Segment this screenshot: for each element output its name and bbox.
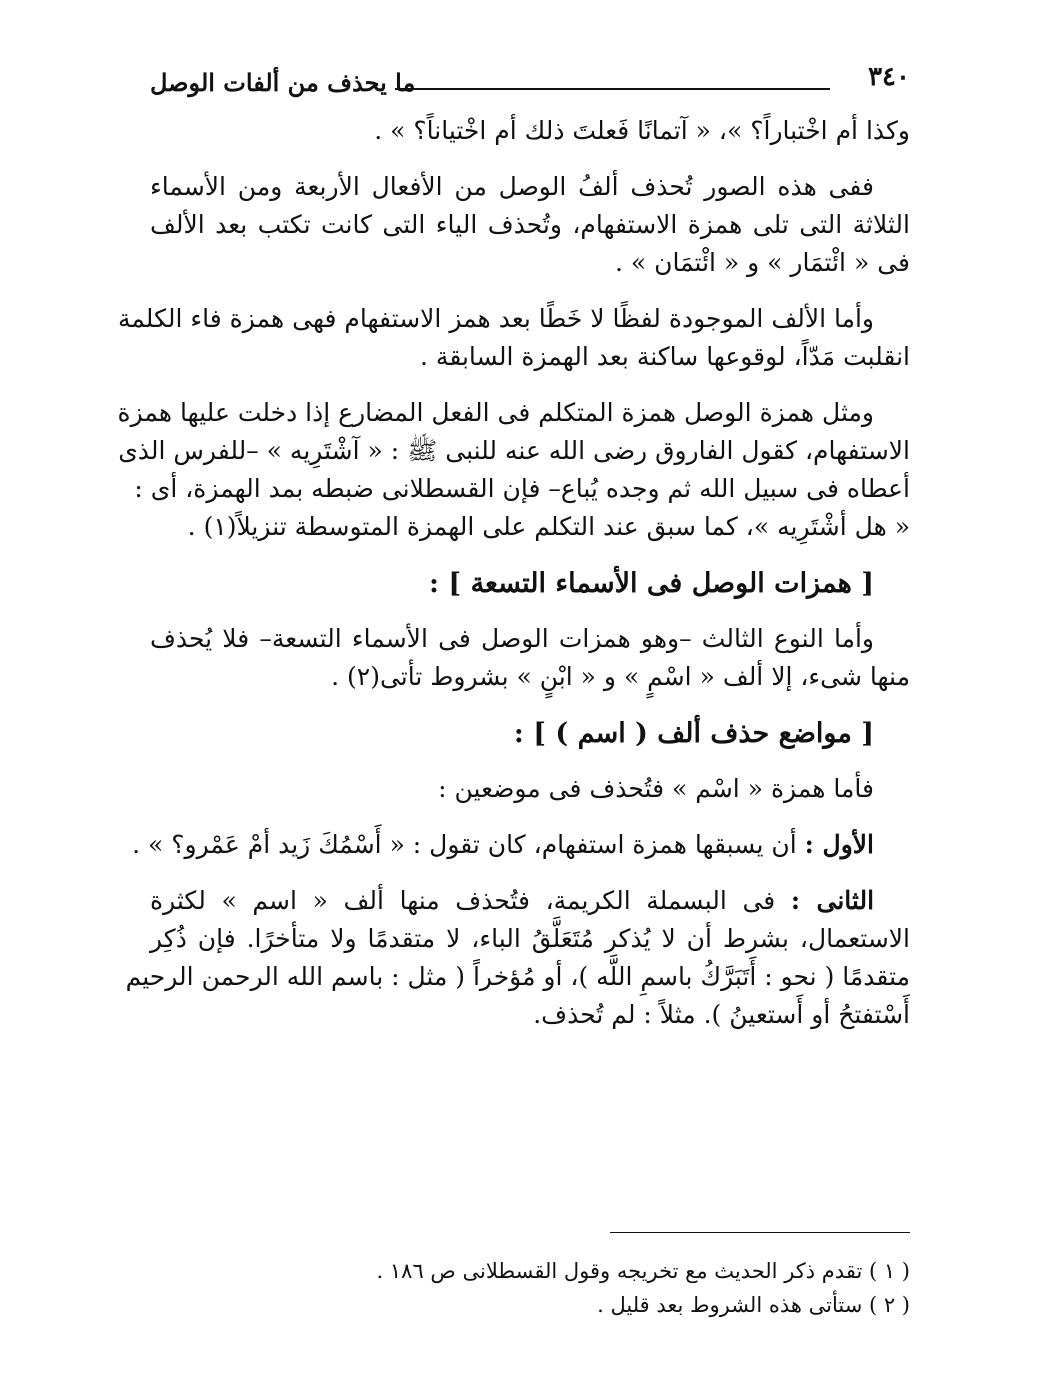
text-line	[150, 882, 910, 920]
section-heading-nine-nouns: [ همزات الوصل فى الأسماء التسعة ] :	[429, 568, 874, 599]
text-line: وأما النوع الثالث –وهو همزات الوصل فى الأسماء التسعة– فلا يُحذف	[150, 624, 874, 653]
text-line: وكذا أم اخْتباراً؟ »، « آتمانًا فَعلتَ ذلك أم اخْتياناً؟ » .	[374, 116, 910, 145]
text-line: « هل أشْتَرِيه »، كما سبق عند التكلم على الهمزة المتوسطة تنزيلاً(١) .	[187, 512, 910, 541]
text-line: أَسْتفتحُ أو أَستعينُ ). مثلاً : لم تُحذف.	[533, 1000, 910, 1029]
second-case-lead: الثانى :	[790, 886, 875, 915]
footnote-1: ( ١ ) تقدم ذكر الحديث مع تخريجه وقول القسطلانى ص ١٨٦ .	[376, 1259, 910, 1283]
text-line: انقلبت مَدّاً، لوقوعها ساكنة بعد الهمزة السابقة .	[420, 342, 910, 371]
text-line: أعطاه فى سبيل الله ثم وجده يُباع– فإن القسطلانى ضبطه بمد الهمزة، أى :	[134, 474, 910, 503]
text-line: متقدمًا ( نحو : أَتَبَرَّكُ باسمِ اللَّه )، أو مُؤخراً ( مثل : باسم الله الرحمن الرحيم	[125, 962, 910, 991]
paragraph-4	[117, 394, 910, 546]
paragraph-1	[150, 112, 910, 150]
text-line: الثلاثة التى تلى همزة الاستفهام، وتُحذف الياء التى كانت تكتب بعد الألف	[150, 210, 910, 239]
text-line: وأما الألف الموجودة لفظًا لا خَطًا بعد همز الاستفهام فهى همزة فاء الكلمة	[117, 304, 874, 333]
text-line: فأما همزة « اسْم » فتُحذف فى موضعين :	[438, 774, 874, 803]
text-line: الاستعمال، بشرط أن لا يُذكر مُتَعَلَّقُ الباء، لا متقدمًا ولا متأخرًا. فإن ذُكِر	[150, 924, 910, 953]
first-case-lead: الأول :	[804, 830, 874, 859]
footnote-rule	[610, 1232, 910, 1233]
second-case	[125, 882, 910, 1034]
paragraph-3	[117, 300, 910, 376]
paragraph-6	[150, 770, 910, 808]
section-heading-ism-alef: [ مواضع حذف ألف ( اسم ) ] :	[513, 718, 874, 749]
text-line: ففى هذه الصور تُحذف ألفُ الوصل من الأفعال الأربعة ومن الأسماء	[150, 172, 874, 201]
second-case-text: فى البسملة الكريمة، فتُحذف منها ألف « اسم » لكثرة	[150, 886, 791, 915]
header-rule	[395, 88, 830, 90]
text-line: ومثل همزة الوصل همزة المتكلم فى الفعل المضارع إذا دخلت عليها همزة	[117, 398, 874, 427]
text-line: فى « ائْتمَار » و « ائْتمَان » .	[614, 248, 910, 277]
text-line: الاستفهام، كقول الفاروق رضى الله عنه للنبى ﷺ : « آشْتَرِيه » –للفرس الذى	[118, 436, 910, 465]
page-body	[117, 112, 910, 1052]
page-number: ٣٤٠	[868, 62, 910, 92]
paragraph-5	[150, 620, 910, 696]
first-case-text: أن يسبقها همزة استفهام، كان تقول : « أَسْمُكَ زَيد أمْ عَمْرو؟ » .	[132, 830, 805, 859]
paragraph-2	[150, 168, 910, 282]
first-case	[132, 826, 910, 864]
page-header	[150, 60, 910, 105]
running-title: ما يحذف من ألفات الوصل	[150, 68, 416, 97]
footnotes	[150, 1254, 910, 1322]
text-line: منها شىء، إلا ألف « اسْمٍ » و « ابْنٍ » بشروط تأتى(٢) .	[331, 662, 910, 691]
text-line	[132, 826, 910, 864]
footnote-2: ( ٢ ) ستأتى هذه الشروط بعد قليل .	[597, 1293, 910, 1317]
